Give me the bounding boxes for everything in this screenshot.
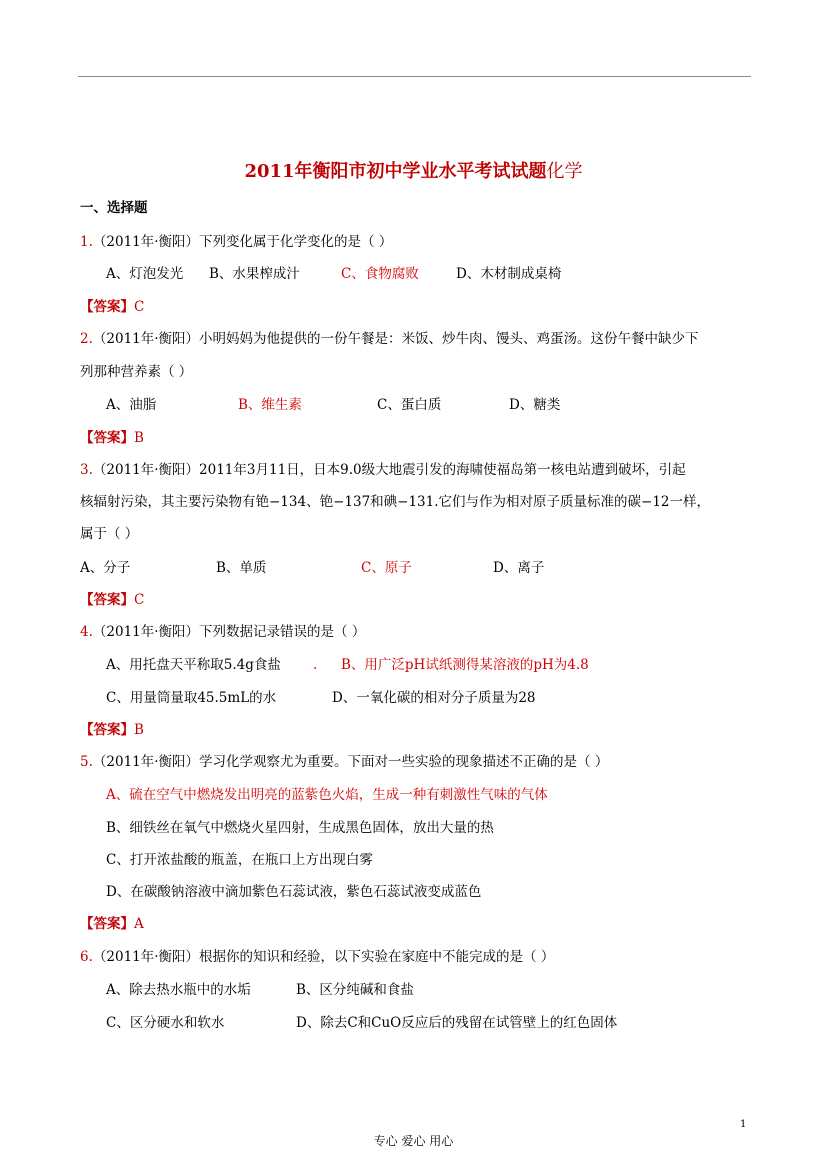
answer-value: B (134, 430, 144, 446)
answer-label: 【答案】 (80, 722, 134, 738)
title-subject: 化学 (546, 161, 583, 182)
answer-label: 【答案】 (80, 916, 134, 932)
question-1-stem (80, 232, 392, 252)
q4-option-c: C、用量筒量取45.5mL的水 (106, 690, 277, 706)
question-3-line-1 (80, 460, 686, 480)
q6-option-c: C、区分硬水和软水 (106, 1015, 225, 1031)
q4-option-b: B、用广泛pH试纸测得某溶液的pH为4.8 (341, 657, 589, 673)
q1-option-a: A、灯泡发光 (106, 266, 184, 282)
q4-answer (80, 720, 144, 740)
q3-option-a: A、分子 (80, 560, 131, 576)
page-number: 1 (740, 1119, 747, 1130)
q3-option-d: D、离子 (493, 560, 545, 576)
q1-option-d: D、木材制成桌椅 (456, 266, 562, 282)
q3-option-b: B、单质 (216, 560, 267, 576)
question-2-line-2: 列那种营养素（ ） (80, 364, 193, 380)
question-text: （2011年·衡阳）2011年3月11日，日本9.0级大地震引发的海啸使福岛第一核电站遭到破坏，引起 (92, 462, 686, 478)
q6-option-b: B、区分纯碱和食盐 (296, 982, 414, 998)
section-heading: 一、选择题 (80, 200, 148, 216)
answer-value: C (134, 592, 145, 608)
answer-label: 【答案】 (80, 430, 134, 446)
question-number: 5. (80, 754, 93, 770)
question-number: 6. (80, 949, 93, 965)
question-text: （2011年·衡阳）下列数据记录错误的是（ ） (92, 624, 366, 640)
question-number: 2. (80, 331, 93, 347)
header-rule (78, 76, 751, 77)
title-main: 2011年衡阳市初中学业水平考试试题 (244, 161, 547, 182)
answer-label: 【答案】 (80, 299, 134, 315)
question-4-stem (80, 622, 365, 642)
answer-value: B (134, 722, 144, 738)
q5-option-a: A、硫在空气中燃烧发出明亮的蓝紫色火焰，生成一种有刺激性气味的气体 (106, 787, 548, 803)
answer-value: C (134, 299, 145, 315)
question-text: （2011年·衡阳）学习化学观察尤为重要。下面对一些实验的现象描述不正确的是（ ） (92, 754, 609, 770)
q6-option-a: A、除去热水瓶中的水垢 (106, 982, 251, 998)
q2-option-a: A、油脂 (106, 397, 157, 413)
question-number: 4. (80, 624, 93, 640)
q1-option-c: C、食物腐败 (341, 266, 419, 282)
page-title (0, 160, 827, 184)
q1-answer (80, 297, 144, 317)
q6-option-d: D、除去C和CuO反应后的残留在试管壁上的红色固体 (296, 1015, 618, 1031)
q1-option-b: B、水果榨成汁 (209, 266, 300, 282)
q2-option-d: D、糖类 (509, 397, 561, 413)
question-number: 3. (80, 462, 93, 478)
question-2-line-1 (80, 329, 699, 349)
q3-answer (80, 590, 144, 610)
q5-option-b: B、细铁丝在氧气中燃烧火星四射，生成黑色固体，放出大量的热 (106, 820, 494, 836)
answer-label: 【答案】 (80, 592, 134, 608)
q5-option-d: D、在碳酸钠溶液中滴加紫色石蕊试液，紫色石蕊试液变成蓝色 (106, 884, 482, 900)
question-text: （2011年·衡阳）下列变化属于化学变化的是（ ） (92, 234, 393, 250)
question-3-line-3: 属于（ ） (80, 526, 139, 542)
q2-answer (80, 428, 144, 448)
q4-dot: . (313, 657, 318, 673)
q4-option-a: A、用托盘天平称取5.4g食盐 (106, 657, 281, 673)
question-6-stem (80, 947, 554, 967)
question-3-line-2: 核辐射污染，其主要污染物有铯−134、铯−137和碘−131.它们与作为相对原子质量标准的碳−12一样， (80, 494, 711, 510)
q5-option-c: C、打开浓盐酸的瓶盖，在瓶口上方出现白雾 (106, 852, 373, 868)
page-footer: 专心 爱心 用心 (373, 1134, 454, 1148)
question-text: （2011年·衡阳）小明妈妈为他提供的一份午餐是：米饭、炒牛肉、馒头、鸡蛋汤。这份午餐中缺少下 (92, 331, 699, 347)
q5-answer (80, 914, 144, 934)
question-number: 1. (80, 234, 93, 250)
answer-value: A (134, 916, 144, 932)
q3-option-c: C、原子 (361, 560, 412, 576)
question-text: （2011年·衡阳）根据你的知识和经验，以下实验在家庭中不能完成的是（ ） (92, 949, 555, 965)
q2-option-c: C、蛋白质 (377, 397, 442, 413)
question-5-stem (80, 752, 608, 772)
q2-option-b: B、维生素 (238, 397, 302, 413)
q4-option-d: D、一氧化碳的相对分子质量为28 (332, 690, 536, 706)
